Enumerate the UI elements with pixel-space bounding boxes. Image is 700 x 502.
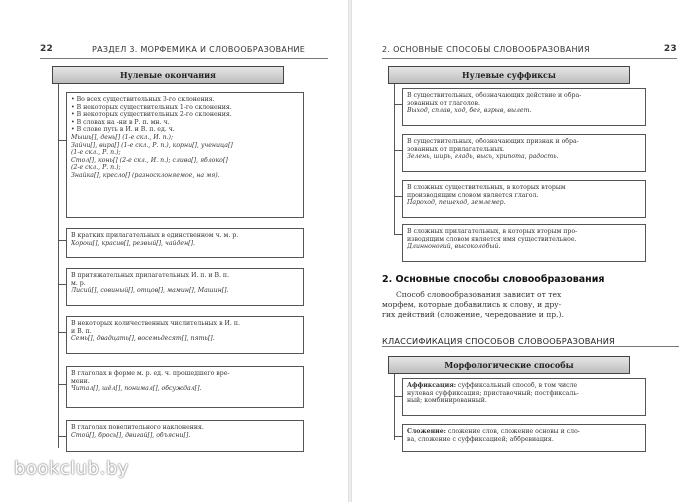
zero-ending-card: В притяжательных прилагательных И. п. и В. п. м. р. Лисий[], совиный[], отцов[], мамин[], Машин[].	[66, 268, 304, 306]
affixation-card: Аффиксация: суффиксальный способ, в том числе нулевая суффиксация; приставочный; постфиксаль- ный; комбинированный.	[402, 378, 646, 416]
left-running-head-text: РАЗДЕЛ 3. МОРФЕМИКА И СЛОВООБРАЗОВАНИЕ	[92, 45, 306, 54]
zero-ending-card: В глаголах в форме м. р. ед. ч. прошедшего вре- мени. Читал[], шёл[], понимал[], обсуждал[].	[66, 366, 304, 408]
right-page	[352, 0, 700, 502]
zero-ending-card: • Во всех существительных 3-го склонения. • В некоторых существительных 1-го склонения. • В некоторых существительных 2-го склонения. • В словах на -ни в Р. п. мн. ч. • В слове путь в И. и В. п. ед. ч. Мышь[], день[] (1-е скл., И. п.); Зайчи[], вира[] (1-е скл., Р. п.), корни[], ученица[] (1-е скл., Р. п.); Стол[], конь[] (2-е скл., И. п.); слива[], яблоко[] (2-е скл., Р. п.); Знайка[], кресло[] (разносклоняемое, на мя).	[66, 92, 304, 218]
zero-ending-card: В кратких прилагательных в единственном ч. м. р. Хорош[], красив[], резвый[], чайден[].	[66, 228, 304, 258]
left-tree-stem	[58, 84, 59, 448]
zero-suffix-card: В существительных, обозначающих признак и обра- зованных от прилагательных. Зелень, ширь, гладь, высь, хрипота, радость.	[402, 134, 646, 172]
compounding-card: Сложение: сложение слов, сложение основы и сло- ва, сложение с суффиксацией; аббревиация.	[402, 424, 646, 452]
left-page	[0, 0, 348, 502]
zero-suffix-card: В существительных, обозначающих действие и обра- зованных от глаголов. Выход, сплав, ход, бег, взрыв, вылет.	[402, 88, 646, 126]
right-page-number: 23	[663, 44, 677, 54]
right-tree-stem	[394, 84, 395, 234]
right-running-head-text: 2. ОСНОВНЫЕ СПОСОБЫ СЛОВООБРАЗОВАНИЯ	[382, 45, 590, 54]
section-heading: 2. Основные способы словообразования	[382, 274, 605, 285]
zero-suffix-card: В сложных существительных, в которых вторым производящим словом является глагол. Пароход, пешеход, землемер.	[402, 180, 646, 218]
zero-ending-card: В некоторых количественных числительных в И. п. и В. п. Семь[], двадцать[], восемьдесят[], пять[].	[66, 316, 304, 354]
left-running-head	[40, 44, 328, 59]
morph-methods-title: Морфологические способы	[388, 356, 630, 374]
compounding-term: Сложение:	[407, 428, 446, 435]
zero-ending-card: В глаголах повелительного наклонения. Стой[], брось[], двигай[], объясни[].	[66, 420, 304, 452]
left-section-title: Нулевые окончания	[52, 66, 284, 84]
bookclub-watermark: bookclub.by	[14, 458, 129, 479]
classification-rule	[382, 346, 679, 347]
classification-heading: КЛАССИФИКАЦИЯ СПОСОБОВ СЛОВООБРАЗОВАНИЯ	[382, 336, 615, 346]
right-running-head	[382, 44, 677, 59]
affixation-term: Аффиксация:	[407, 382, 457, 389]
left-page-number: 22	[40, 44, 54, 54]
right-section-title: Нулевые суффиксы	[388, 66, 630, 84]
morph-tree-stem	[394, 374, 395, 440]
intro-paragraph: Способ словообразования зависит от тех морфем, которые добавились к слову, и дру- гих действий (сложение, чередование и пр.).	[382, 290, 564, 319]
zero-suffix-card: В сложных прилагательных, в которых вторым про- изводящим словом является имя существительное. Длинноногий, высоколобый.	[402, 224, 646, 262]
